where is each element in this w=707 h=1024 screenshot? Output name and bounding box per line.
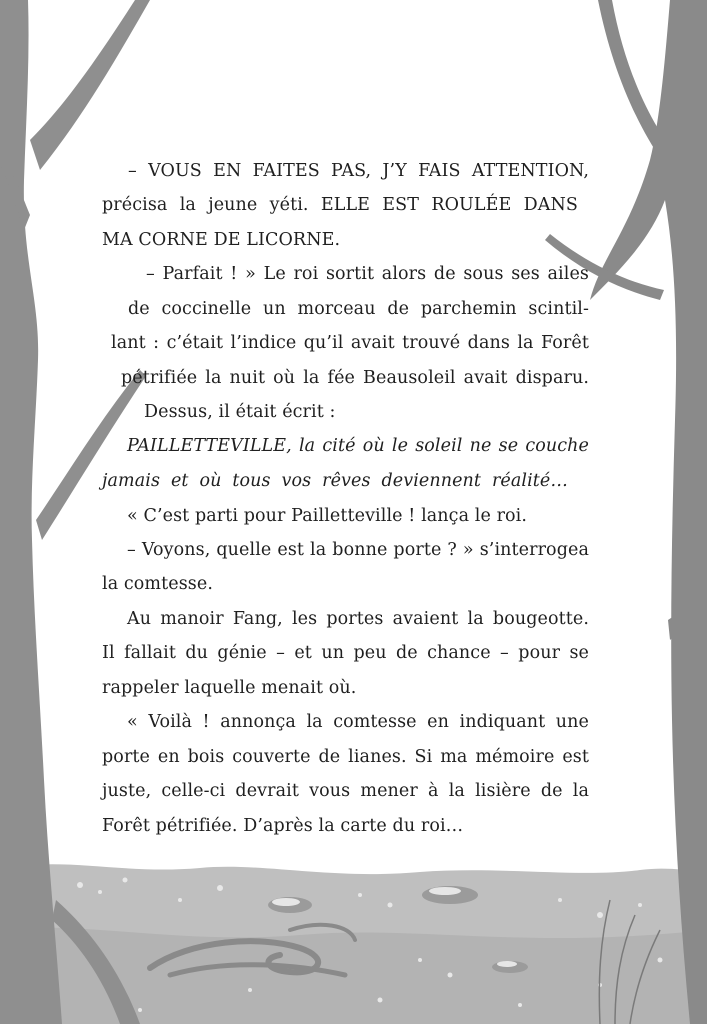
text-line: jamais et où tous vos rêves deviennent réalité… (102, 471, 568, 491)
text-line: lant : c’était l’indice qu’il avait trouvé dans la Forêt (111, 333, 589, 353)
text-line: la comtesse. (102, 574, 213, 594)
text-line: MA CORNE DE LICORNE. (102, 230, 341, 250)
text-line: rappeler laquelle menait où. (102, 678, 357, 698)
text-line: pétrifiée la nuit où la fée Beausoleil avait disparu. (121, 368, 589, 388)
text-line: – Parfait ! » Le roi sortit alors de sous ses ailes (146, 264, 589, 284)
text-line: « C’est parti pour Pailletteville ! lança le roi. (127, 506, 528, 526)
text-line: PAILLETTEVILLE, la cité où le soleil ne se couche (127, 436, 589, 456)
text-line: – Voyons, quelle est la bonne porte ? » s’interrogea (127, 540, 589, 560)
text-line: Dessus, il était écrit : (144, 402, 336, 422)
text-line: porte en bois couverte de lianes. Si ma mémoire est (102, 747, 589, 767)
text-line: – VOUS EN FAITES PAS, J’Y FAIS ATTENTION, (128, 161, 589, 181)
text-line: Il fallait du génie – et un peu de chance – pour se (102, 643, 589, 663)
text-line: précisa la jeune yéti. ELLE EST ROULÉE DANS (102, 195, 578, 215)
text-line: « Voilà ! annonça la comtesse en indiquant une (127, 712, 589, 732)
text-line: Au manoir Fang, les portes avaient la bougeotte. (127, 609, 589, 629)
text-line: juste, celle-ci devrait vous mener à la lisière de la (102, 781, 589, 801)
text-line: Forêt pétrifiée. D’après la carte du roi… (102, 816, 464, 836)
text-line: de coccinelle un morceau de parchemin scintil- (128, 299, 589, 319)
